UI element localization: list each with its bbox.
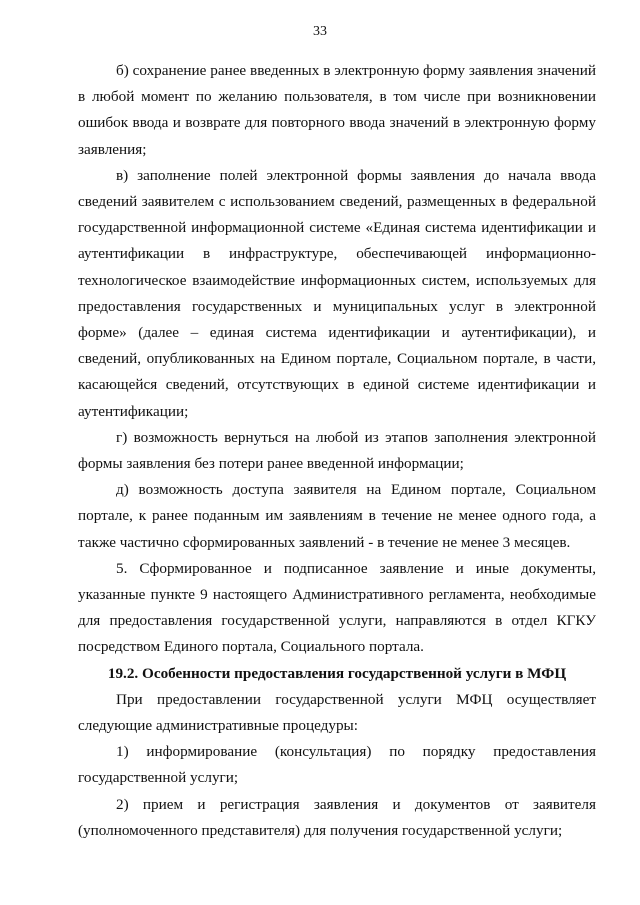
paragraph-b: б) сохранение ранее введенных в электронную форму заявления значений в любой момент по желанию пользователя, в том числе при возникновении ошибок ввода и возврате для повторного ввода значений в электронную форму заявления; (78, 62, 596, 158)
section-heading: 19.2. Особенности предоставления государственной услуги в МФЦ (107, 664, 567, 682)
list-item-2: 2) прием и регистрация заявления и документов от заявителя (уполномоченного представителя) для получения государственной услуги; (78, 795, 596, 839)
list-item-1: 1) информирование (консультация) по порядку предоставления государственной услуги; (78, 743, 596, 787)
document-body (78, 58, 596, 844)
section-intro: При предоставлении государственной услуги МФЦ осуществляет следующие административные процедуры: (78, 690, 596, 735)
paragraph-g: г) возможность вернуться на любой из этапов заполнения электронной формы заявления без потери ранее введенной информации; (78, 428, 596, 473)
paragraph-v: в) заполнение полей электронной формы заявления до начала ввода сведений заявителем с использованием сведений, размещенных в федеральной государственной информационной системе «Единая система идентификации и аутентификации в инфраструктуре, обеспечивающей информационно-технологическое взаимодействие информационных систем, используемых для предоставления государственных и муниципальных услуг в электронной форме» (далее – единая система идентификации и аутентификации), и сведений, опубликованных на Едином портале, Социальном портале, в части, касающейся сведений, отсутствующих в единой системе идентификации и аутентификации; (78, 166, 596, 420)
page-number: 33 (313, 24, 327, 39)
paragraph-5: 5. Сформированное и подписанное заявление и иные документы, указанные пункте 9 настоящего Административного регламента, необходимые для предоставления государственной услуги, направляются в отдел КГКУ посредством Единого портала, Социального портала. (78, 559, 596, 656)
paragraph-d: д) возможность доступа заявителя на Едином портале, Социальном портале, к ранее поданным им заявлениям в течение не менее одного года, а также частично сформированных заявлений - в течение не менее 3 месяцев. (78, 481, 596, 551)
